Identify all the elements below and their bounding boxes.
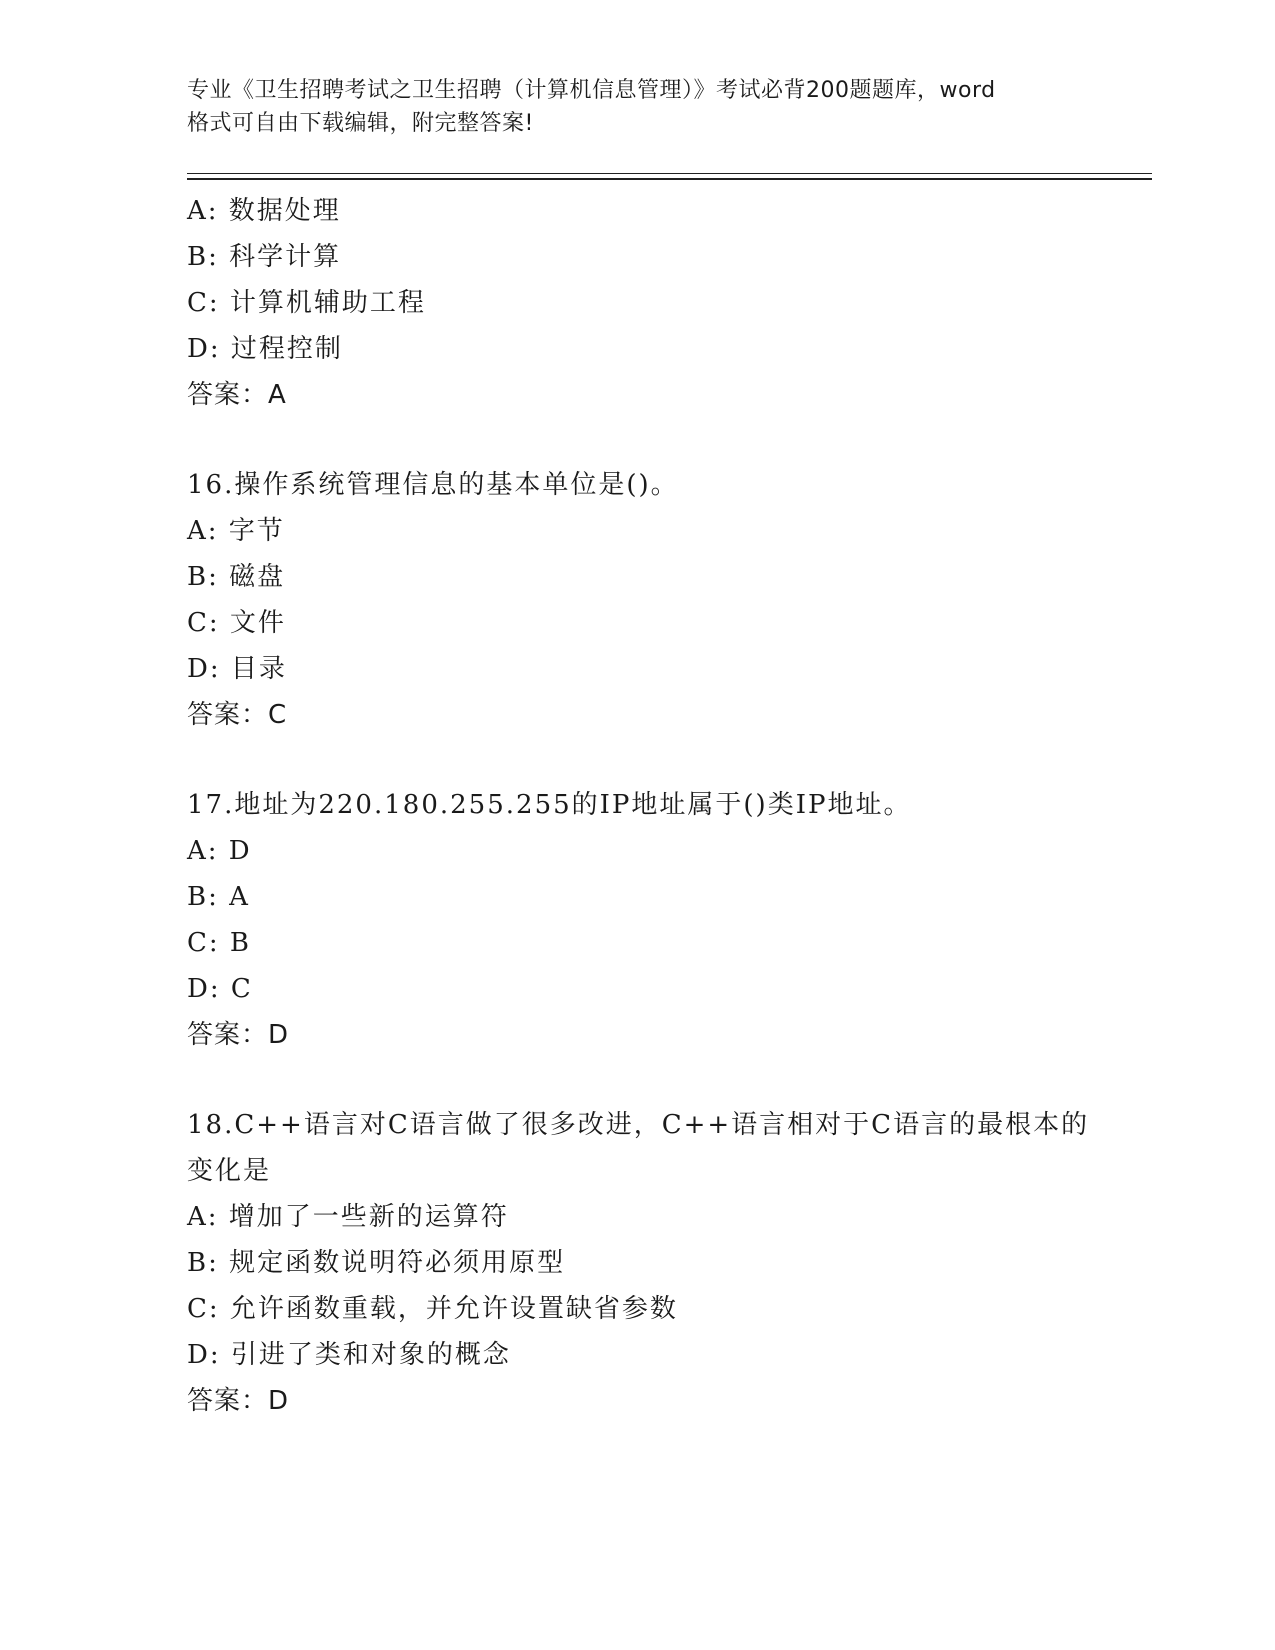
question-block-17 bbox=[187, 782, 1087, 1058]
option-c: C: 文件 bbox=[187, 608, 286, 638]
option-a: A: 增加了一些新的运算符 bbox=[187, 1202, 509, 1232]
header-rule-thin bbox=[187, 173, 1152, 174]
option-b: B: A bbox=[187, 882, 250, 912]
option-a: A: 数据处理 bbox=[187, 196, 341, 226]
option-d: D: C bbox=[187, 974, 253, 1004]
option-d: D: 引进了类和对象的概念 bbox=[187, 1340, 511, 1370]
question-text-line-1: 18.C++语言对C语言做了很多改进，C++语言相对于C语言的最根本的 bbox=[187, 1110, 1090, 1140]
header-rule-thick bbox=[187, 178, 1152, 180]
question-text-line-2: 变化是 bbox=[187, 1156, 272, 1186]
option-c: C: 计算机辅助工程 bbox=[187, 288, 426, 318]
header-line-1: 专业《卫生招聘考试之卫生招聘（计算机信息管理）》考试必背200题题库，word bbox=[187, 78, 996, 103]
question-block-18 bbox=[187, 1102, 1090, 1424]
option-d: D: 过程控制 bbox=[187, 334, 343, 364]
option-d: D: 目录 bbox=[187, 654, 287, 684]
option-c: C: 允许函数重载，并允许设置缺省参数 bbox=[187, 1294, 678, 1324]
document-header bbox=[187, 74, 1087, 140]
option-b: B: 科学计算 bbox=[187, 242, 342, 272]
question-text: 16.操作系统管理信息的基本单位是()。 bbox=[187, 470, 679, 500]
question-text: 17.地址为220.180.255.255的IP地址属于()类IP地址。 bbox=[187, 790, 912, 820]
option-b: B: 磁盘 bbox=[187, 562, 286, 592]
question-block-15 bbox=[187, 188, 1087, 418]
header-line-2: 格式可自由下载编辑，附完整答案! bbox=[187, 111, 534, 136]
answer-label: 答案：D bbox=[187, 1020, 290, 1050]
answer-label: 答案：D bbox=[187, 1386, 290, 1416]
question-block-16 bbox=[187, 462, 1087, 738]
option-a: A: 字节 bbox=[187, 516, 285, 546]
answer-label: 答案：C bbox=[187, 700, 288, 730]
answer-label: 答案：A bbox=[187, 380, 287, 410]
option-c: C: B bbox=[187, 928, 252, 958]
question-list bbox=[187, 188, 1090, 1424]
option-b: B: 规定函数说明符必须用原型 bbox=[187, 1248, 566, 1278]
option-a: A: D bbox=[187, 836, 252, 866]
